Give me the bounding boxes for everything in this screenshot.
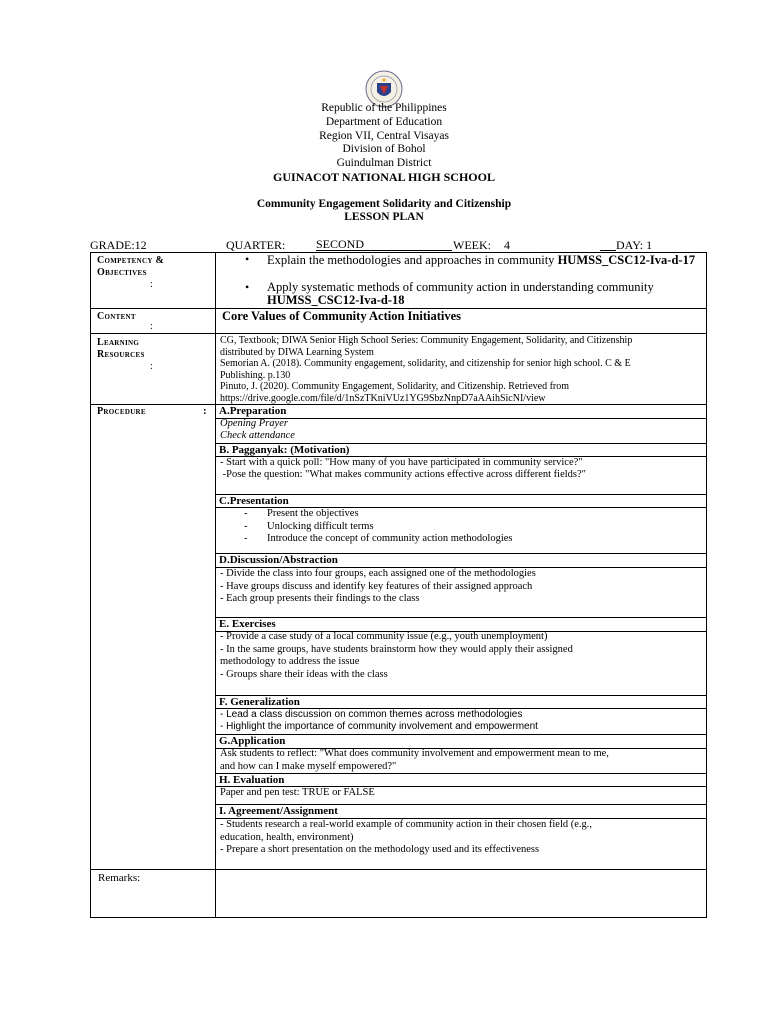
sub-row-divider	[215, 418, 707, 419]
section-g-line-1: Ask students to reflect: "What does community involvement and empowerment mean to me,	[220, 748, 609, 759]
remarks-label: Remarks:	[98, 872, 141, 884]
competency-label: Competency & Objectives	[97, 255, 165, 278]
row-divider	[90, 333, 707, 334]
resources-colon: :	[150, 361, 153, 372]
section-d-line-3: - Each group presents their findings to the class	[220, 593, 420, 604]
resources-label: Learning Resources	[97, 337, 145, 360]
content-colon: :	[150, 321, 153, 332]
day-underline	[600, 238, 616, 251]
section-i-line-2: education, health, environment)	[220, 832, 354, 843]
section-h-title: H. Evaluation	[219, 774, 285, 786]
dash-marker: -	[244, 508, 248, 519]
procedure-colon: :	[203, 405, 207, 417]
section-a-title: A.Preparation	[219, 405, 287, 417]
section-g-title: G.Application	[219, 735, 286, 747]
week-value: 4	[504, 238, 510, 252]
section-c-title: C.Presentation	[219, 495, 289, 507]
subject-title: Community Engagement Solidarity and Citizenship	[256, 198, 512, 210]
header-region: Region VII, Central Visayas	[319, 130, 449, 142]
content-value: Core Values of Community Action Initiatives	[222, 309, 462, 323]
section-c-line-2: Unlocking difficult terms	[267, 521, 374, 532]
section-d-title: D.Discussion/Abstraction	[219, 554, 338, 566]
quarter-label: QUARTER:	[226, 238, 286, 252]
section-c-line-1: Present the objectives	[267, 508, 359, 519]
week-label: WEEK:	[453, 238, 491, 252]
section-d-line-2: - Have groups discuss and identify key features of their assigned approach	[220, 581, 533, 592]
section-b-line-2: -Pose the question: "What makes community actions effective across different fields?"	[220, 469, 586, 480]
resources-text: CG, Textbook; DIWA Senior High School Series: Community Engagement, Solidarity, and Citizenship distributed by DIWA Learning System Semorian A. (2018). Community engagement, solidarity, and citizenship for senior high school. C & E Publishing. p.130 Pinuto, J. (2020). Community Engagement, Solidarity, and Citizenship. Retrieved from https://drive.google.com/file/d/1nSzTKniVUz1YG9SbzNnpD7aAAihSicNI/view	[220, 335, 633, 404]
section-h-line-1: Paper and pen test: TRUE or FALSE	[220, 787, 375, 798]
section-i-line-3: - Prepare a short presentation on the methodology used and its effectiveness	[220, 844, 540, 855]
quarter-value: SECOND	[316, 238, 452, 251]
header-district: Guindulman District	[336, 157, 432, 169]
section-d-line-1: - Divide the class into four groups, each assigned one of the methodologies	[220, 568, 536, 579]
section-i-title: I. Agreement/Assignment	[219, 805, 338, 817]
section-a-line-2: Check attendance	[220, 430, 295, 441]
section-b-line-1: - Start with a quick poll: "How many of you have participated in community service?"	[220, 457, 583, 468]
section-e-line-2: - In the same groups, have students brainstorm how they would apply their assigned	[220, 644, 573, 655]
section-f-line-1: - Lead a class discussion on common themes across methodologies	[220, 709, 523, 720]
objective-2: Apply systematic methods of community action in understanding community HUMSS_CSC12-Iva-d-18	[267, 280, 654, 307]
section-e-line-3: methodology to address the issue	[220, 656, 360, 667]
sub-row-divider	[215, 617, 707, 618]
sub-row-divider	[215, 494, 707, 495]
bullet-icon: •	[245, 280, 250, 294]
school-name: GUINACOT NATIONAL HIGH SCHOOL	[273, 170, 495, 184]
section-c-line-3: Introduce the concept of community action methodologies	[267, 533, 513, 544]
dash-marker: -	[244, 521, 248, 532]
bullet-icon: •	[245, 252, 250, 266]
grade: GRADE:12	[90, 238, 147, 252]
header-department: Department of Education	[325, 116, 443, 128]
objective-1: Explain the methodologies and approaches in community HUMSS_CSC12-Iva-d-17	[267, 253, 696, 267]
section-b-title: B. Pagganyak: (Motivation)	[219, 444, 350, 456]
header-division: Division of Bohol	[342, 143, 426, 155]
section-g-line-2: and how can I make myself empowered?"	[220, 761, 397, 772]
section-f-title: F. Generalization	[219, 696, 300, 708]
section-e-line-1: - Provide a case study of a local community issue (e.g., youth unemployment)	[220, 631, 548, 642]
section-e-line-4: - Groups share their ideas with the class	[220, 669, 388, 680]
procedure-label: Procedure	[97, 406, 146, 417]
content-label: Content	[97, 311, 136, 322]
section-a-line-1: Opening Prayer	[220, 418, 288, 429]
day: DAY: 1	[616, 238, 653, 252]
section-e-title: E. Exercises	[219, 618, 276, 630]
dash-marker: -	[244, 533, 248, 544]
doc-type: LESSON PLAN	[344, 211, 424, 223]
header-republic: Republic of the Philippines	[321, 102, 447, 114]
section-i-line-1: - Students research a real-world example of community action in their chosen field (e.g.,	[220, 819, 593, 830]
row-divider	[90, 869, 707, 870]
section-f-line-2: - Highlight the importance of community involvement and empowerment	[220, 721, 538, 732]
competency-colon: :	[150, 279, 153, 290]
sub-row-divider	[215, 734, 707, 735]
